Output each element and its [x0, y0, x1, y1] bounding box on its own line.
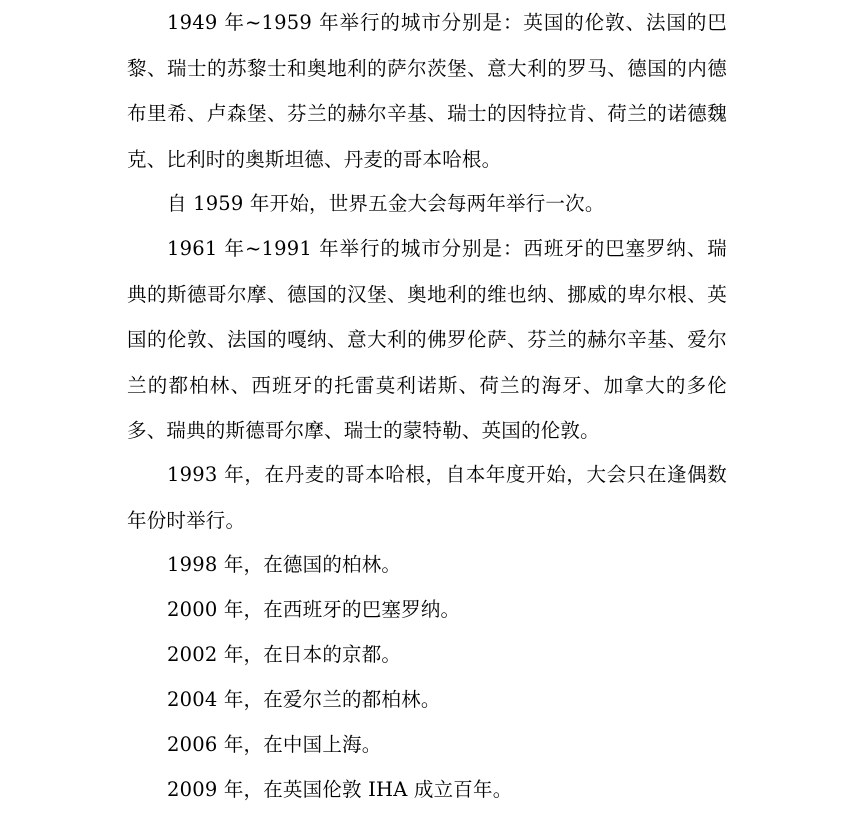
paragraph-1993-copenhagen: 1993 年，在丹麦的哥本哈根，自本年度开始，大会只在逢偶数年份时举行。: [127, 463, 727, 532]
event-line: 2009 年，在英国伦敦 IHA 成立百年。: [167, 778, 513, 801]
event-line: 2000 年，在西班牙的巴塞罗纳。: [167, 598, 461, 621]
event-line: 1998 年，在德国的柏林。: [167, 553, 402, 576]
event-line: 2002 年，在日本的京都。: [167, 643, 402, 666]
paragraph-biennial-start: 自 1959 年开始，世界五金大会每两年举行一次。: [167, 192, 605, 215]
event-line: 2004 年，在爱尔兰的都柏林。: [167, 688, 441, 711]
paragraph-1949-1959-cities: 1949 年~1959 年举行的城市分别是：英国的伦敦、法国的巴黎、瑞士的苏黎士和奥地利的萨尔茨堡、意大利的罗马、德国的内德布里希、卢森堡、芬兰的赫尔辛基、瑞士的因特拉肯、荷兰的诺德魏克、比利时的奥斯坦德、丹麦的哥本哈根。: [127, 11, 727, 171]
paragraph-1961-1991-cities: 1961 年~1991 年举行的城市分别是：西班牙的巴塞罗纳、瑞典的斯德哥尔摩、德国的汉堡、奥地利的维也纳、挪威的卑尔根、英国的伦敦、法国的嘎纳、意大利的佛罗伦萨、芬兰的赫尔辛基、爱尔兰的都柏林、西班牙的托雷莫利诺斯、荷兰的海牙、加拿大的多伦多、瑞典的斯德哥尔摩、瑞士的蒙特勒、英国的伦敦。: [127, 237, 727, 442]
event-line: 2006 年，在中国上海。: [167, 733, 382, 756]
